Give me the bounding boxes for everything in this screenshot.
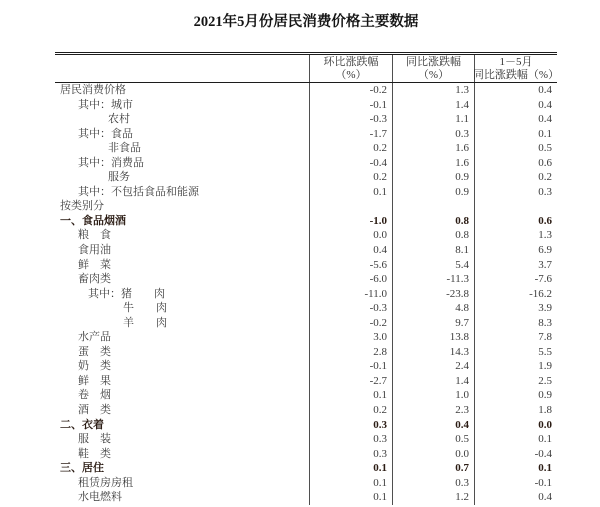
table-row: [55, 141, 557, 156]
row-label: 牛 肉: [123, 302, 167, 315]
table-row: [55, 490, 557, 505]
cell-value: 0.9: [392, 170, 474, 185]
cell-value: 0.3: [392, 127, 474, 142]
row-label: 三、居住: [60, 462, 104, 475]
row-label: 服务: [108, 171, 130, 184]
row-label: 鲜 果: [78, 374, 111, 387]
cell-value: 0.9: [392, 185, 474, 200]
cell-value: 0.5: [474, 141, 557, 156]
table-row: [55, 316, 557, 331]
table-row: [55, 156, 557, 171]
cell-value: 0.5: [392, 432, 474, 447]
cell-value: 1.6: [392, 141, 474, 156]
cell-value: 1.8: [474, 403, 557, 418]
cell-value: 0.7: [392, 461, 474, 476]
cell-value: 2.8: [309, 345, 392, 360]
cell-value: 0.2: [474, 170, 557, 185]
column-header-ytd-yoy-change: [472, 55, 560, 82]
cell-value: 6.9: [474, 243, 557, 258]
cell-value: 0.3: [309, 432, 392, 447]
row-label: 其中：城市: [78, 98, 133, 111]
row-label: 奶 类: [78, 360, 111, 373]
row-label: 水产品: [78, 331, 111, 344]
table-header: [55, 55, 560, 83]
cell-value: 0.2: [309, 141, 392, 156]
cell-value: 8.1: [392, 243, 474, 258]
row-label: 蛋 类: [78, 345, 111, 358]
row-label: 鞋 类: [78, 447, 111, 460]
row-label: 卷 烟: [78, 389, 111, 402]
row-label: 一、食品烟酒: [60, 214, 126, 227]
cell-value: 13.8: [392, 330, 474, 345]
cell-value: 7.8: [474, 330, 557, 345]
cell-value: 0.8: [392, 228, 474, 243]
row-label: 羊 肉: [123, 316, 167, 329]
row-label: 非食品: [108, 142, 141, 155]
cell-value: -0.1: [309, 359, 392, 374]
table-row: [55, 83, 557, 98]
cell-value: 0.2: [309, 170, 392, 185]
cell-value: 0.9: [474, 388, 557, 403]
cell-value: 14.3: [392, 345, 474, 360]
cell-value: 0.6: [474, 156, 557, 171]
column-header-yoy-change: [392, 55, 474, 82]
cell-value: 1.2: [392, 490, 474, 505]
row-label: 按类别分: [60, 200, 104, 213]
cell-value: 1.0: [392, 388, 474, 403]
row-label: 租赁房房租: [78, 476, 133, 489]
row-label: 畜肉类: [78, 273, 111, 286]
cell-value: -16.2: [474, 287, 557, 302]
cell-value: 5.4: [392, 258, 474, 273]
cell-value: 0.1: [309, 476, 392, 491]
cell-value: 0.1: [309, 490, 392, 505]
cell-value: -5.6: [309, 258, 392, 273]
table-row: [55, 461, 557, 476]
row-label: 酒 类: [78, 404, 111, 417]
cpi-table: [55, 52, 560, 505]
table-row: [55, 127, 557, 142]
cell-value: -0.2: [309, 316, 392, 331]
cell-value: 2.3: [392, 403, 474, 418]
column-header-line: 同比涨跌幅: [406, 55, 461, 68]
cell-value: -0.1: [309, 98, 392, 113]
cell-value: 0.3: [309, 447, 392, 462]
cell-value: 0.4: [392, 418, 474, 433]
table-row: [55, 301, 557, 316]
row-label: 服 装: [78, 433, 111, 446]
cell-value: 5.5: [474, 345, 557, 360]
row-label: 其中：猪 肉: [88, 287, 165, 300]
column-header-line: （%）: [335, 68, 367, 81]
row-label: 鲜 菜: [78, 258, 111, 271]
table-row: [55, 243, 557, 258]
cell-value: -0.3: [309, 112, 392, 127]
cell-value: 0.1: [309, 185, 392, 200]
cell-value: -11.0: [309, 287, 392, 302]
table-row: [55, 185, 557, 200]
cell-value: 0.1: [309, 461, 392, 476]
column-header-line: （%）: [417, 68, 450, 81]
table-row: [55, 199, 557, 214]
cell-value: -1.0: [309, 214, 392, 229]
cell-value: 3.0: [309, 330, 392, 345]
column-header-mom-change: [309, 55, 392, 82]
cell-value: 0.1: [474, 432, 557, 447]
cell-value: 1.3: [474, 228, 557, 243]
table-row: [55, 228, 557, 243]
cell-value: 1.4: [392, 374, 474, 389]
cell-value: 9.7: [392, 316, 474, 331]
cell-value: 8.3: [474, 316, 557, 331]
row-label: 其中：食品: [78, 127, 133, 140]
table-row: [55, 272, 557, 287]
cell-value: 0.1: [474, 461, 557, 476]
cell-value: 1.6: [392, 156, 474, 171]
cell-value: 0.3: [474, 185, 557, 200]
cell-value: -7.6: [474, 272, 557, 287]
column-header-line: 同比涨跌幅（%）: [472, 68, 560, 81]
cell-value: [474, 199, 557, 214]
cell-value: 0.4: [309, 243, 392, 258]
cell-value: 3.9: [474, 301, 557, 316]
table-row: [55, 374, 557, 389]
header-stub-cell: [55, 55, 309, 82]
table-row: [55, 170, 557, 185]
cell-value: 0.0: [474, 418, 557, 433]
cell-value: -1.7: [309, 127, 392, 142]
row-label: 其中：不包括食品和能源: [78, 185, 199, 198]
cell-value: 0.4: [474, 490, 557, 505]
table-row: [55, 258, 557, 273]
table-row: [55, 214, 557, 229]
cell-value: [309, 199, 392, 214]
cell-value: 0.4: [474, 98, 557, 113]
cell-value: 3.7: [474, 258, 557, 273]
page-title: 2021年5月份居民消费价格主要数据: [193, 14, 419, 30]
cell-value: [392, 199, 474, 214]
cell-value: 0.4: [474, 83, 557, 98]
cell-value: -0.4: [309, 156, 392, 171]
table-row: [55, 98, 557, 113]
cell-value: -0.2: [309, 83, 392, 98]
row-label: 二、衣着: [60, 418, 104, 431]
cell-value: 0.2: [309, 403, 392, 418]
cell-value: 1.3: [392, 83, 474, 98]
cell-value: -0.1: [474, 476, 557, 491]
cell-value: 0.3: [309, 418, 392, 433]
cell-value: 2.5: [474, 374, 557, 389]
row-label: 食用油: [78, 244, 111, 257]
table-row: [55, 447, 557, 462]
table-row: [55, 330, 557, 345]
cell-value: 2.4: [392, 359, 474, 374]
cell-value: 1.9: [474, 359, 557, 374]
row-label: 其中：消费品: [78, 156, 144, 169]
column-header-line: 1－5月: [499, 55, 533, 68]
table-row: [55, 403, 557, 418]
cell-value: 0.1: [309, 388, 392, 403]
row-label: 农村: [108, 113, 130, 126]
column-header-line: 环比涨跌幅: [323, 55, 379, 68]
cell-value: -23.8: [392, 287, 474, 302]
cell-value: -0.3: [309, 301, 392, 316]
cell-value: -11.3: [392, 272, 474, 287]
cell-value: 0.8: [392, 214, 474, 229]
cell-value: 1.1: [392, 112, 474, 127]
cell-value: -2.7: [309, 374, 392, 389]
cell-value: 0.1: [474, 127, 557, 142]
table-row: [55, 432, 557, 447]
table-row: [55, 418, 557, 433]
table-row: [55, 476, 557, 491]
cell-value: 0.3: [392, 476, 474, 491]
table-row: [55, 287, 557, 302]
table-row: [55, 359, 557, 374]
row-label: 粮 食: [78, 229, 111, 242]
cell-value: -0.4: [474, 447, 557, 462]
table-body: [55, 83, 557, 505]
cell-value: -6.0: [309, 272, 392, 287]
cell-value: 0.0: [309, 228, 392, 243]
table-row: [55, 112, 557, 127]
cell-value: 0.6: [474, 214, 557, 229]
row-label: 居民消费价格: [60, 84, 126, 96]
table-row: [55, 388, 557, 403]
cell-value: 0.0: [392, 447, 474, 462]
table-row: [55, 345, 557, 360]
cell-value: 4.8: [392, 301, 474, 316]
row-label: 水电燃料: [78, 491, 122, 504]
cell-value: 1.4: [392, 98, 474, 113]
cell-value: 0.4: [474, 112, 557, 127]
